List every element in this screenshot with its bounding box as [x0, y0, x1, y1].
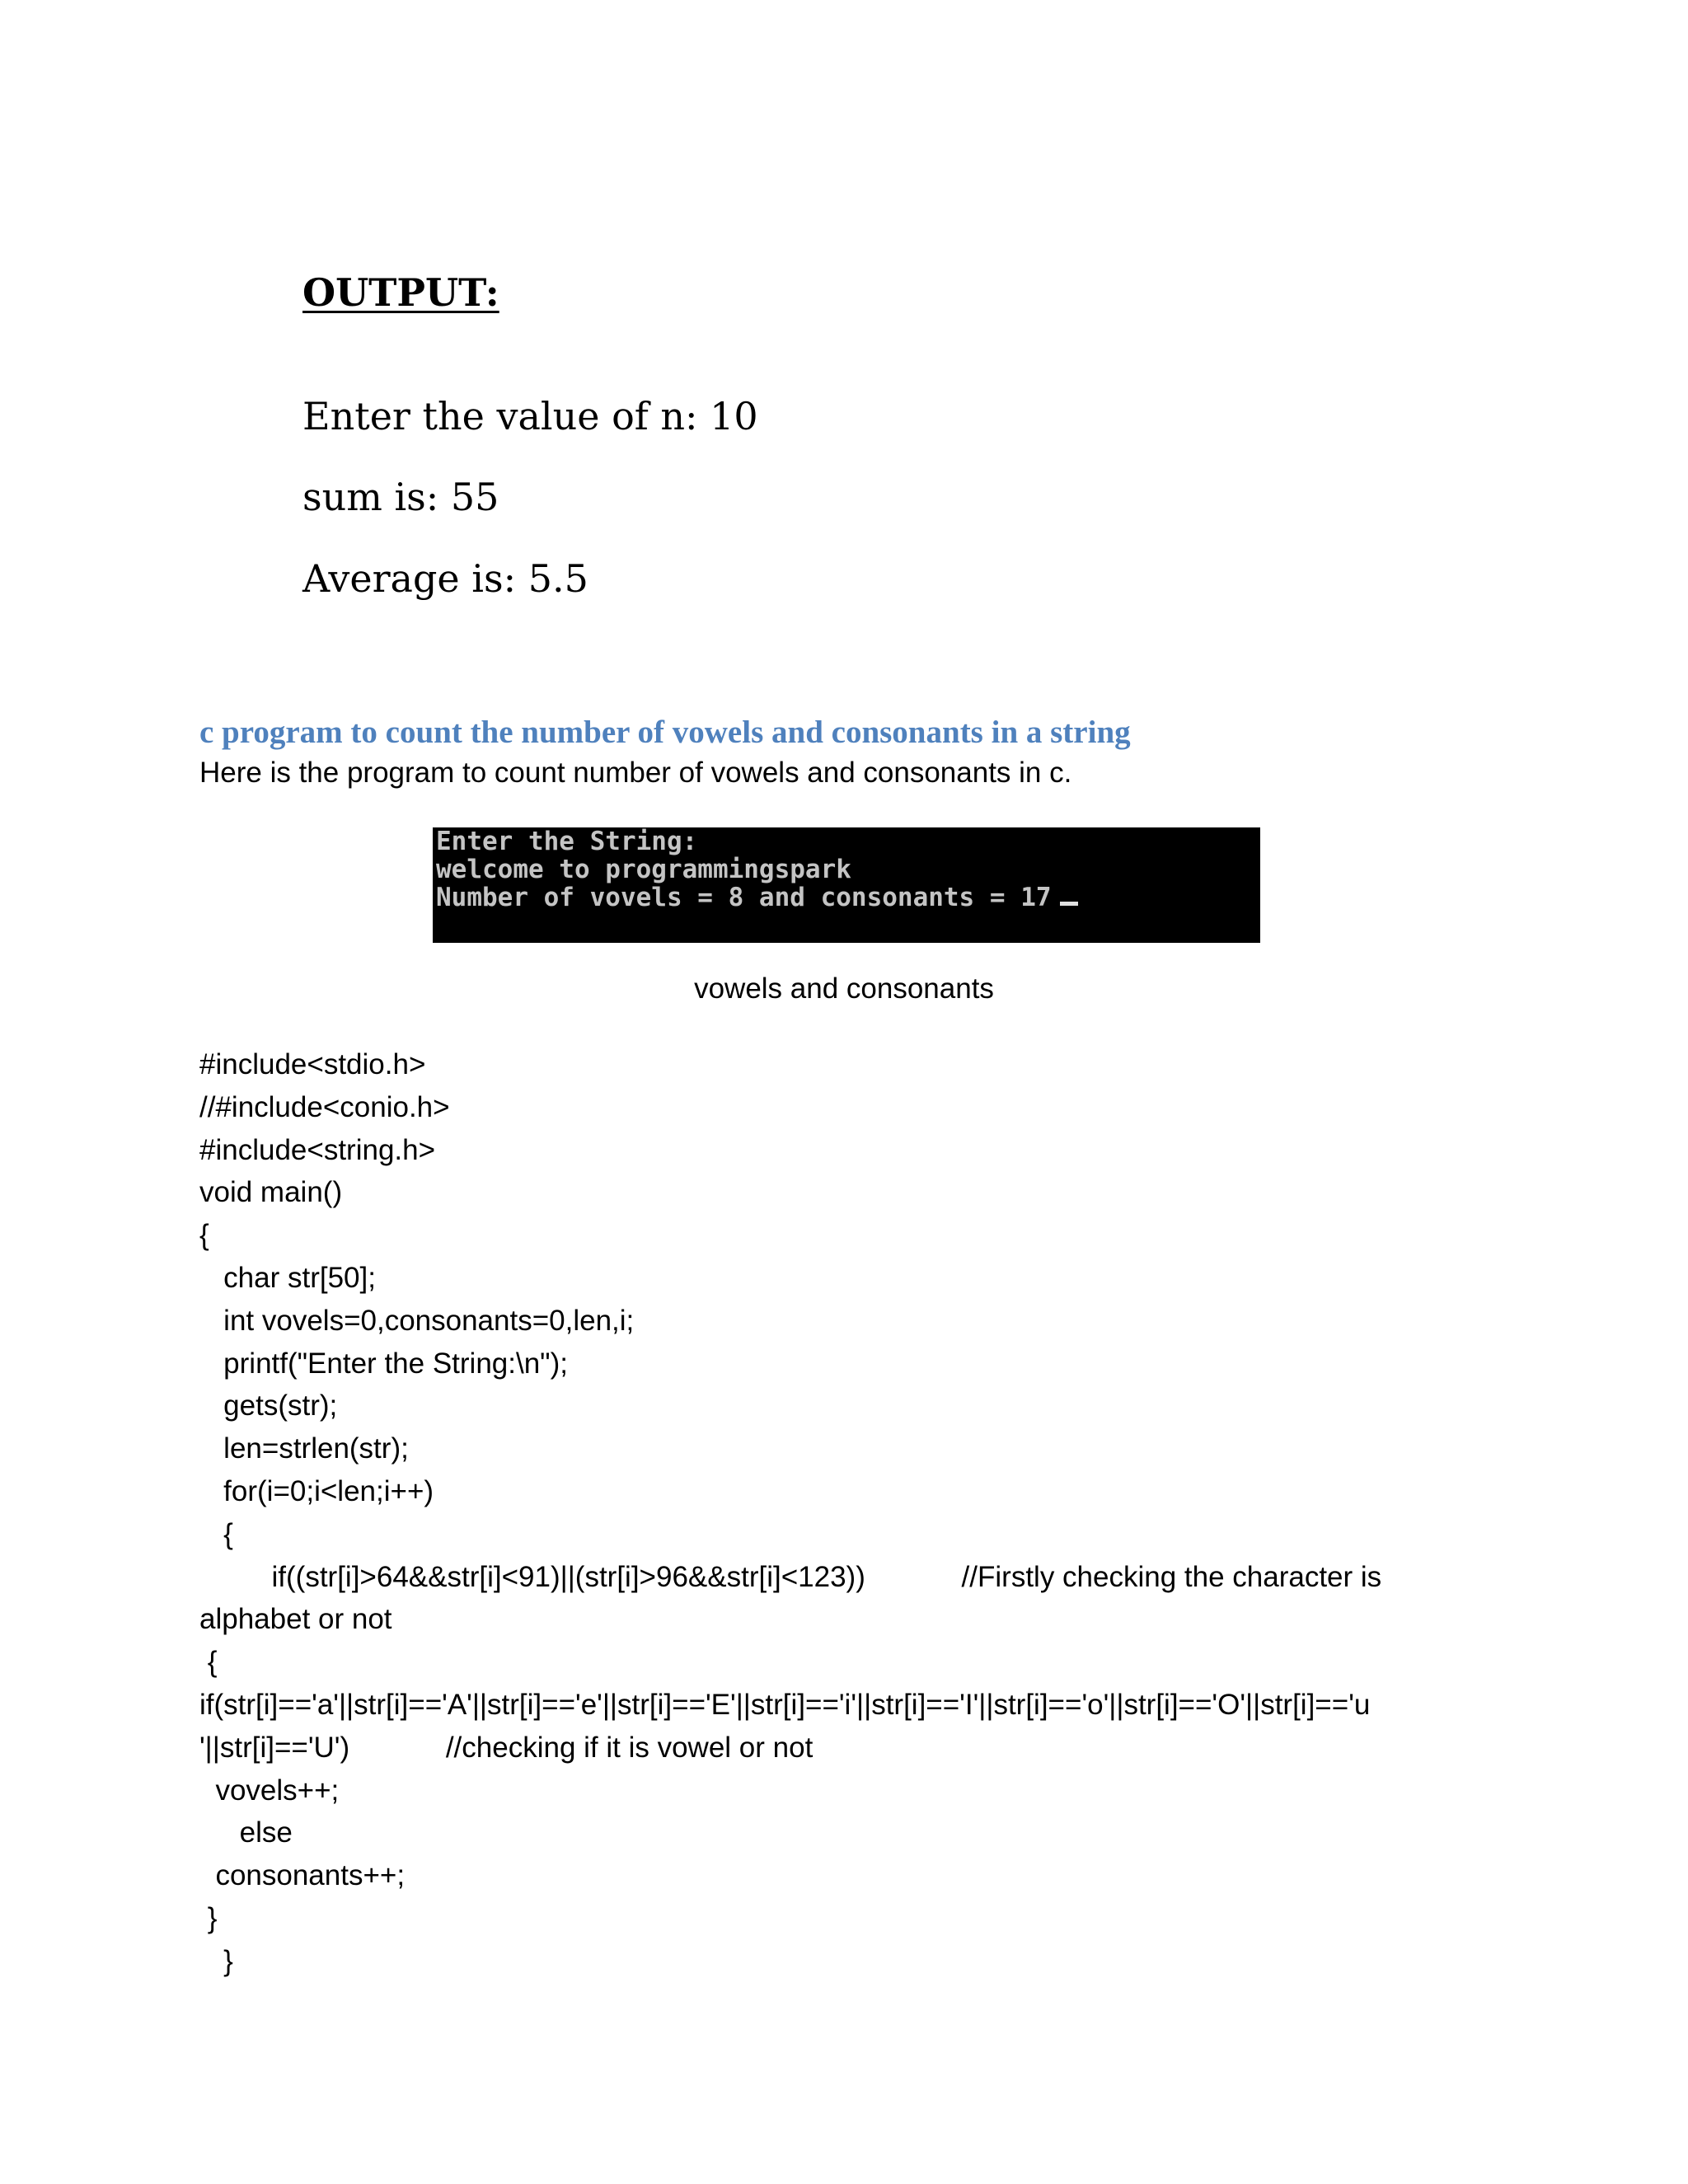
cursor-icon — [1060, 902, 1078, 906]
code-line: void main() — [199, 1176, 343, 1209]
console-screenshot — [433, 827, 1260, 943]
code-line: printf("Enter the String:\n"); — [199, 1347, 568, 1380]
section-title: c program to count the number of vowels and consonants in a string — [199, 715, 1131, 750]
code-line: else — [199, 1816, 293, 1849]
code-line: //#include<conio.h> — [199, 1090, 450, 1123]
code-line: #include<stdio.h> — [199, 1048, 426, 1080]
code-line: gets(str); — [199, 1390, 338, 1422]
code-line: vovels++; — [199, 1774, 340, 1807]
figure-caption: vowels and consonants — [694, 972, 994, 1005]
code-line: consonants++; — [199, 1859, 406, 1892]
output-line-sum: sum is: 55 — [302, 475, 499, 519]
code-line: if((str[i]>64&&str[i]<91)||(str[i]>96&&str[i]<123)) //Firstly checking the character is — [199, 1560, 1382, 1593]
code-line: { — [199, 1517, 233, 1550]
section-intro: Here is the program to count number of vowels and consonants in c. — [199, 757, 1072, 789]
code-line: len=strlen(str); — [199, 1432, 409, 1465]
console-line-result — [436, 883, 1260, 912]
code-line: char str[50]; — [199, 1261, 376, 1294]
output-line-average: Average is: 5.5 — [302, 556, 588, 601]
code-line: '||str[i]=='U') //checking if it is vowel or not — [199, 1731, 814, 1764]
output-line-n: Enter the value of n: 10 — [302, 394, 758, 438]
output-heading: OUTPUT: — [302, 270, 499, 315]
code-line: { — [199, 1646, 218, 1679]
code-listing — [199, 1043, 1381, 1983]
code-line: int vovels=0,consonants=0,len,i; — [199, 1304, 635, 1337]
code-line: } — [199, 1944, 233, 1977]
code-line: } — [199, 1901, 218, 1934]
code-line: alphabet or not — [199, 1603, 392, 1636]
code-line: for(i=0;i<len;i++) — [199, 1474, 434, 1507]
console-line: welcome to programmingspark — [436, 855, 851, 884]
console-line: Enter the String: — [436, 827, 698, 856]
code-line: #include<string.h> — [199, 1133, 436, 1166]
code-line: if(str[i]=='a'||str[i]=='A'||str[i]=='e'||str[i]=='E'||str[i]=='i'||str[i]=='I'||str[i]=='o'||str[i]=='O'||str[i]=='u — [199, 1688, 1371, 1721]
console-result-text: Number of vovels = 8 and consonants = 17 — [436, 883, 1052, 912]
code-line: { — [199, 1219, 209, 1252]
